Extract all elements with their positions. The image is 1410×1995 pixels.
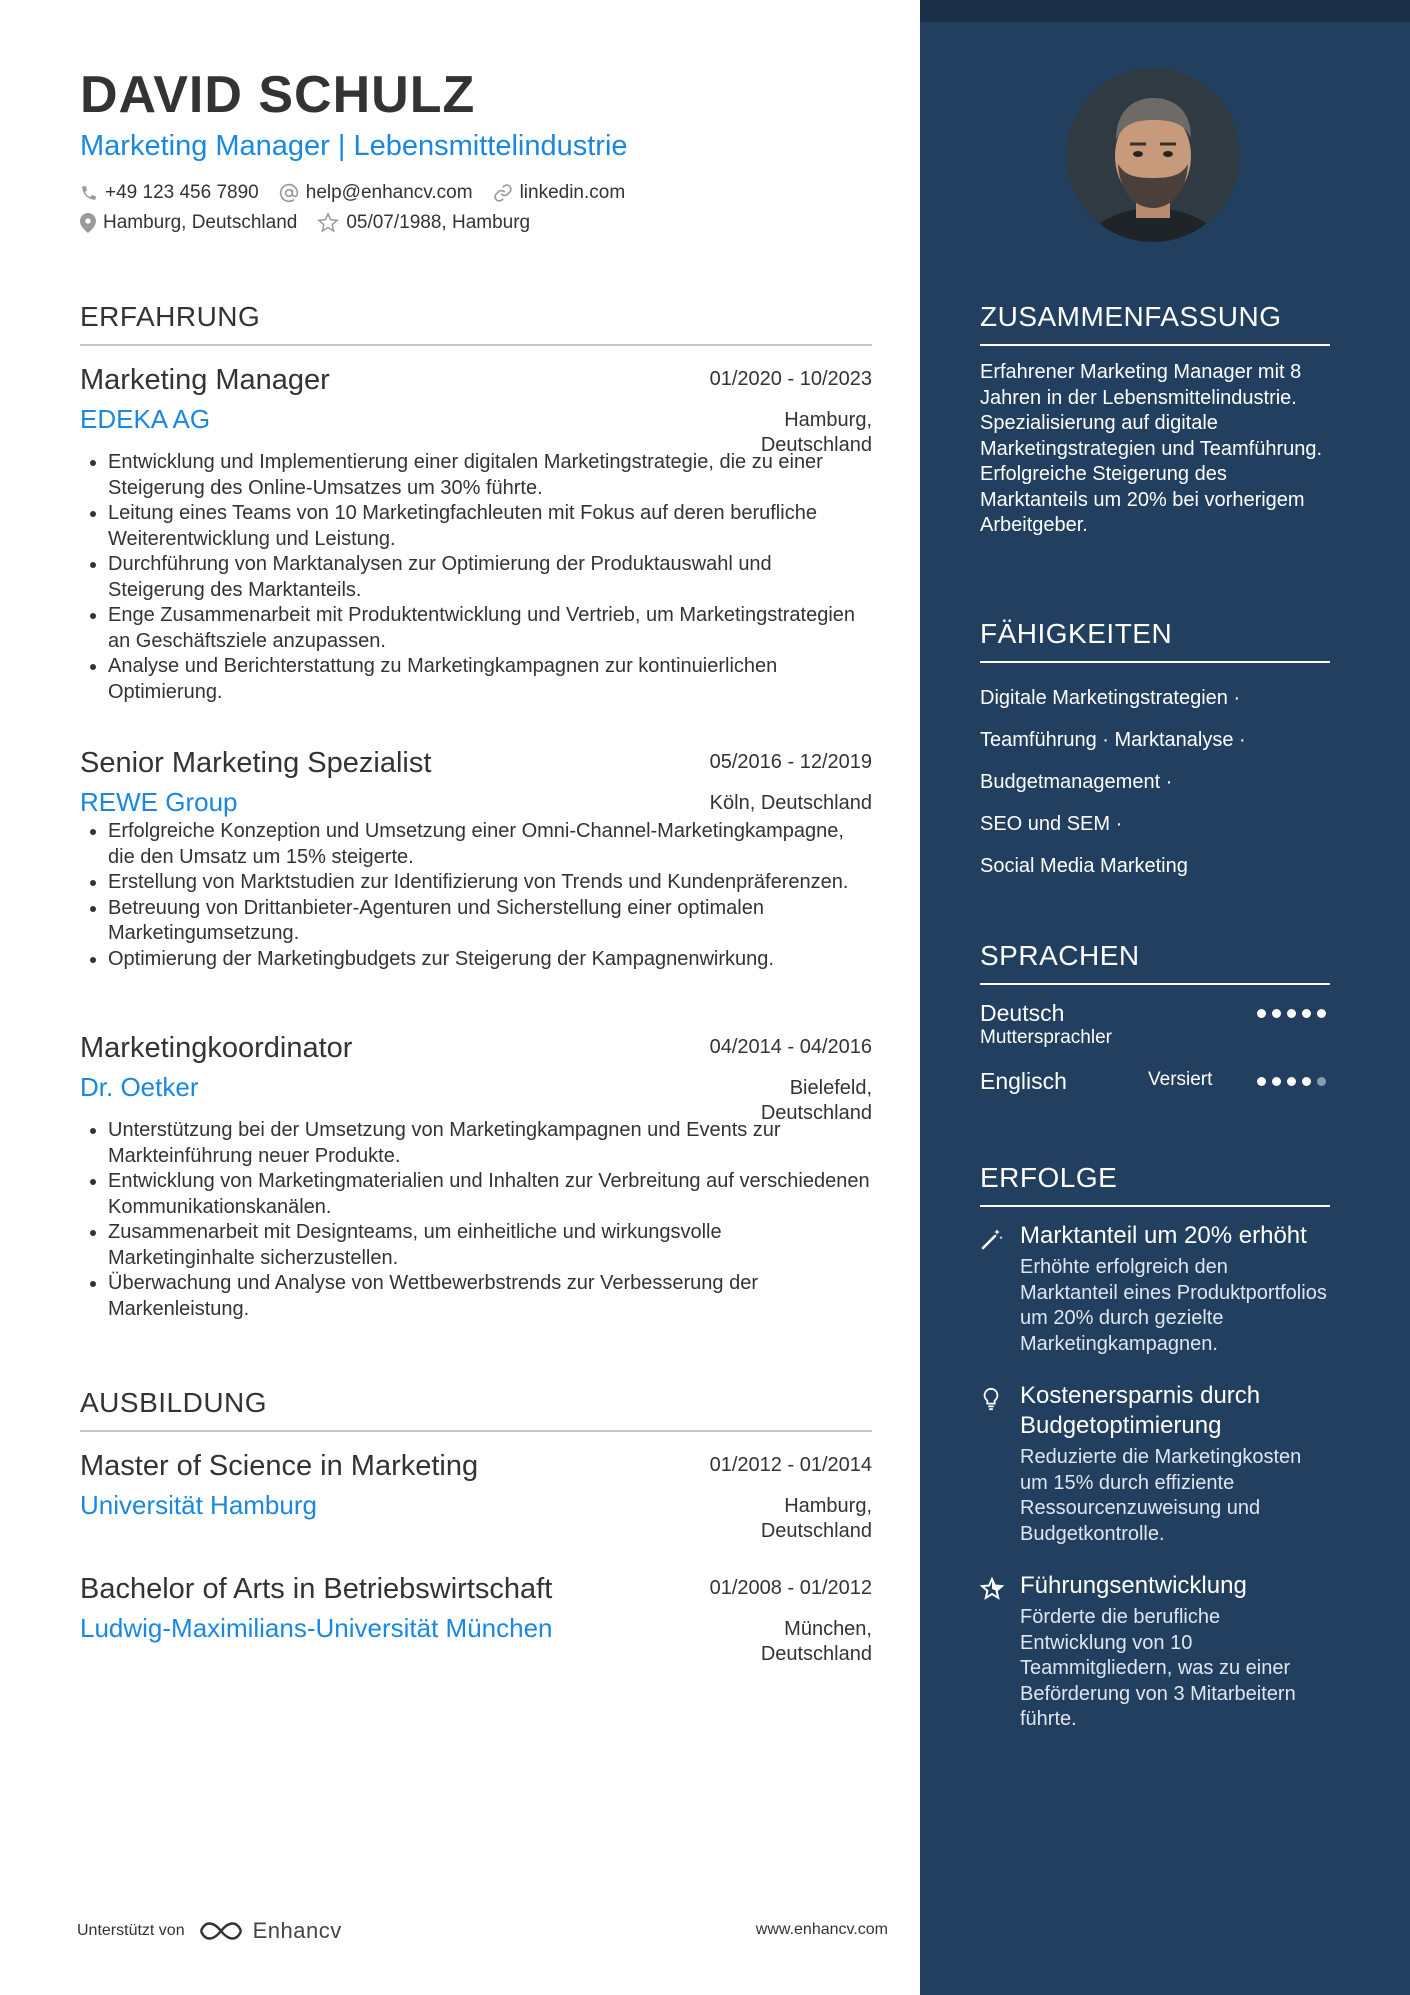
achievement-item — [980, 1381, 1330, 1547]
bullet-item: • Enge Zusammenarbeit mit Produktentwicklung und Vertrieb, um Marketingstrategien an Geschäftsziele anzupassen. — [108, 603, 872, 654]
job-date: 05/2016 - 12/2019 — [709, 751, 872, 773]
achievement-title: Kostenersparnis durch Budgetoptimierung — [1020, 1382, 1261, 1439]
skill-item: SEO und SEM · — [980, 813, 1123, 835]
job-location-line: Deutschland — [760, 434, 872, 456]
school-name: Ludwig-Maximilians-Universität München — [80, 1613, 553, 1643]
achievement-item — [980, 1221, 1330, 1357]
achievements-title: ERFOLGE — [980, 1161, 1330, 1207]
bullet-item: • Erstellung von Marktstudien zur Identifizierung von Trends und Kundenpräferenzen. — [108, 870, 872, 896]
language-name: Englisch — [980, 1068, 1067, 1094]
rating-dot — [1287, 1009, 1296, 1018]
achievement-desc: Reduzierte die Marketingkosten um 15% durch effiziente Ressourcenzuweisung und Budgetkontrolle. — [1020, 1446, 1302, 1545]
job-bullets — [80, 1118, 872, 1322]
contact-email[interactable] — [279, 182, 473, 204]
location-text: Hamburg, Deutschland — [103, 212, 298, 233]
job-date: 04/2014 - 04/2016 — [709, 1036, 872, 1058]
rating-dot — [1302, 1009, 1311, 1018]
language-level: Muttersprachler — [980, 1027, 1112, 1048]
magic-wand-icon — [980, 1227, 1004, 1251]
language-rating — [1251, 1009, 1326, 1018]
job-location — [761, 1076, 872, 1126]
degree-title: Bachelor of Arts in Betriebswirtschaft — [80, 1573, 553, 1605]
skills-section — [980, 617, 1330, 887]
rating-dot — [1302, 1077, 1311, 1086]
link-icon — [493, 183, 513, 203]
contact-birth — [317, 212, 530, 234]
bullet-item: • Erfolgreiche Konzeption und Umsetzung einer Omni-Channel-Marketingkampagne, die den Umsatz um 15% steigerte. — [108, 819, 872, 870]
company-name: REWE Group — [80, 787, 238, 817]
education-location-line: München, — [784, 1618, 872, 1640]
achievement-desc: Förderte die berufliche Entwicklung von 10 Teammitgliedern, was zu einer Beförderung von 3 Mitarbeitern führte. — [1020, 1606, 1296, 1730]
contact-linkedin[interactable] — [493, 182, 626, 204]
skill-item: Budgetmanagement · — [980, 771, 1173, 793]
achievement-title: Marktanteil um 20% erhöht — [1020, 1222, 1307, 1249]
footer-url[interactable]: www.enhancv.com — [755, 1921, 888, 1938]
bullet-item: • Betreuung von Drittanbieter-Agenturen und Sicherstellung einer optimalen Marketingumsetzung. — [108, 896, 872, 947]
bullet-item: • Optimierung der Marketingbudgets zur Steigerung der Kampagnenwirkung. — [108, 947, 872, 973]
enhancv-brand: Enhancv — [252, 1918, 342, 1943]
contact-row-1 — [80, 182, 645, 204]
job-bullets — [80, 450, 872, 705]
summary-section — [980, 300, 1330, 539]
job-location-line: Köln, Deutschland — [709, 792, 872, 814]
achievement-item — [980, 1571, 1330, 1733]
job-location — [761, 408, 872, 458]
school-name: Universität Hamburg — [80, 1490, 317, 1520]
job-title: Marketing Manager — [80, 364, 330, 396]
skills-title: FÄHIGKEITEN — [980, 617, 1330, 663]
rating-dot — [1272, 1077, 1281, 1086]
avatar-portrait — [1066, 68, 1240, 242]
summary-title: ZUSAMMENFASSUNG — [980, 300, 1330, 346]
language-level: Versiert — [1148, 1069, 1213, 1090]
star-icon — [980, 1577, 1004, 1601]
skill-item: Digitale Marketingstrategien · — [980, 687, 1241, 709]
rating-dot — [1317, 1009, 1326, 1018]
job-location — [710, 791, 872, 816]
enhancv-logo-icon — [197, 1918, 245, 1944]
bullet-item: • Entwicklung und Implementierung einer digitalen Marketingstrategie, die zu einer Steigerung des Online-Umsatzes um 30% führte. — [108, 450, 872, 501]
degree-title: Master of Science in Marketing — [80, 1450, 479, 1482]
job-date: 01/2020 - 10/2023 — [709, 368, 872, 390]
education-date: 01/2012 - 01/2014 — [709, 1454, 872, 1476]
phone-icon — [80, 184, 98, 202]
experience-section-title: ERFAHRUNG — [80, 300, 872, 346]
candidate-name: DAVID SCHULZ — [80, 66, 476, 124]
education-date: 01/2008 - 01/2012 — [709, 1577, 872, 1599]
birth-text: 05/07/1988, Hamburg — [346, 212, 531, 233]
rating-dot — [1257, 1009, 1266, 1018]
education-entry — [80, 1571, 872, 1665]
location-pin-icon — [80, 213, 96, 233]
rating-dot-empty — [1317, 1077, 1326, 1086]
lightbulb-icon — [980, 1387, 1002, 1411]
languages-title: SPRACHEN — [980, 939, 1330, 985]
linkedin-text: linkedin.com — [519, 182, 626, 203]
job-location-line: Bielefeld, — [789, 1077, 872, 1099]
sidebar-top-band — [920, 0, 1410, 22]
education-location-line: Deutschland — [760, 1520, 872, 1542]
education-location — [761, 1494, 872, 1544]
education-location-line: Hamburg, — [784, 1495, 872, 1517]
bullet-item: • Analyse und Berichterstattung zu Marketingkampagnen zur kontinuierlichen Optimierung. — [108, 654, 872, 705]
skill-item: Social Media Marketing — [980, 855, 1188, 877]
education-entry — [80, 1448, 872, 1542]
language-rating — [1251, 1077, 1326, 1086]
skill-item: Teamführung · Marktanalyse · — [980, 729, 1246, 751]
bullet-item: • Unterstützung bei der Umsetzung von Marketingkampagnen und Events zur Markteinführung neuer Produkte. — [108, 1118, 872, 1169]
experience-entry — [80, 745, 872, 972]
company-name: Dr. Oetker — [80, 1072, 199, 1102]
headline: Marketing Manager | Lebensmittelindustrie — [80, 130, 628, 162]
contact-location — [80, 212, 297, 234]
contact-row-2 — [80, 212, 550, 234]
skills-list — [980, 677, 1330, 887]
bullet-item: • Leitung eines Teams von 10 Marketingfachleuten mit Fokus auf deren berufliche Weiterentwicklung und Leistung. — [108, 501, 872, 552]
achievement-desc: Erhöhte erfolgreich den Marktanteil eines Produktportfolios um 20% durch gezielte Marketingkampagnen. — [1020, 1256, 1327, 1355]
language-item — [980, 1067, 1330, 1127]
bullet-item: • Zusammenarbeit mit Designteams, um einheitliche und wirkungsvolle Marketinginhalte sicherzustellen. — [108, 1220, 872, 1271]
experience-entry — [80, 1030, 872, 1322]
education-section-title: AUSBILDUNG — [80, 1386, 872, 1432]
rating-dot — [1272, 1009, 1281, 1018]
rating-dot — [1257, 1077, 1266, 1086]
footer-powered-by — [77, 1918, 342, 1944]
languages-section — [980, 939, 1330, 1127]
bullet-item: • Entwicklung von Marketingmaterialien und Inhalten zur Verbreitung auf verschiedenen Kommunikationskanälen. — [108, 1169, 872, 1220]
star-outline-icon — [317, 212, 339, 234]
education-location — [761, 1617, 872, 1667]
language-name: Deutsch — [980, 1000, 1065, 1026]
summary-text: Erfahrener Marketing Manager mit 8 Jahren in der Lebensmittelindustrie. Spezialisierung auf digitale Marketingstrategien und Teamführung. Erfolgreiche Steigerung des Marktanteils um 20% bei vorherigem Arbeitgeber. — [980, 361, 1323, 536]
achievements-section — [980, 1161, 1330, 1733]
bullet-item: • Durchführung von Marktanalysen zur Optimierung der Produktauswahl und Steigerung des Marktanteils. — [108, 552, 872, 603]
powered-by-text: Unterstützt von — [77, 1922, 185, 1939]
achievement-title: Führungsentwicklung — [1020, 1572, 1247, 1599]
education-location-line: Deutschland — [760, 1643, 872, 1665]
job-title: Marketingkoordinator — [80, 1032, 353, 1064]
rating-dot — [1287, 1077, 1296, 1086]
company-name: EDEKA AG — [80, 404, 211, 434]
job-title: Senior Marketing Spezialist — [80, 747, 432, 779]
job-location-line: Deutschland — [760, 1102, 872, 1124]
email-text: help@enhancv.com — [305, 182, 473, 203]
phone-text: +49 123 456 7890 — [105, 182, 259, 203]
job-location-line: Hamburg, — [784, 409, 872, 431]
at-icon — [279, 183, 299, 203]
contact-phone — [80, 182, 259, 204]
job-bullets — [80, 819, 872, 972]
profile-photo — [1066, 68, 1240, 242]
experience-entry — [80, 362, 872, 705]
bullet-item: • Überwachung und Analyse von Wettbewerbstrends zur Verbesserung der Markenleistung. — [108, 1271, 872, 1322]
language-item — [980, 999, 1330, 1059]
